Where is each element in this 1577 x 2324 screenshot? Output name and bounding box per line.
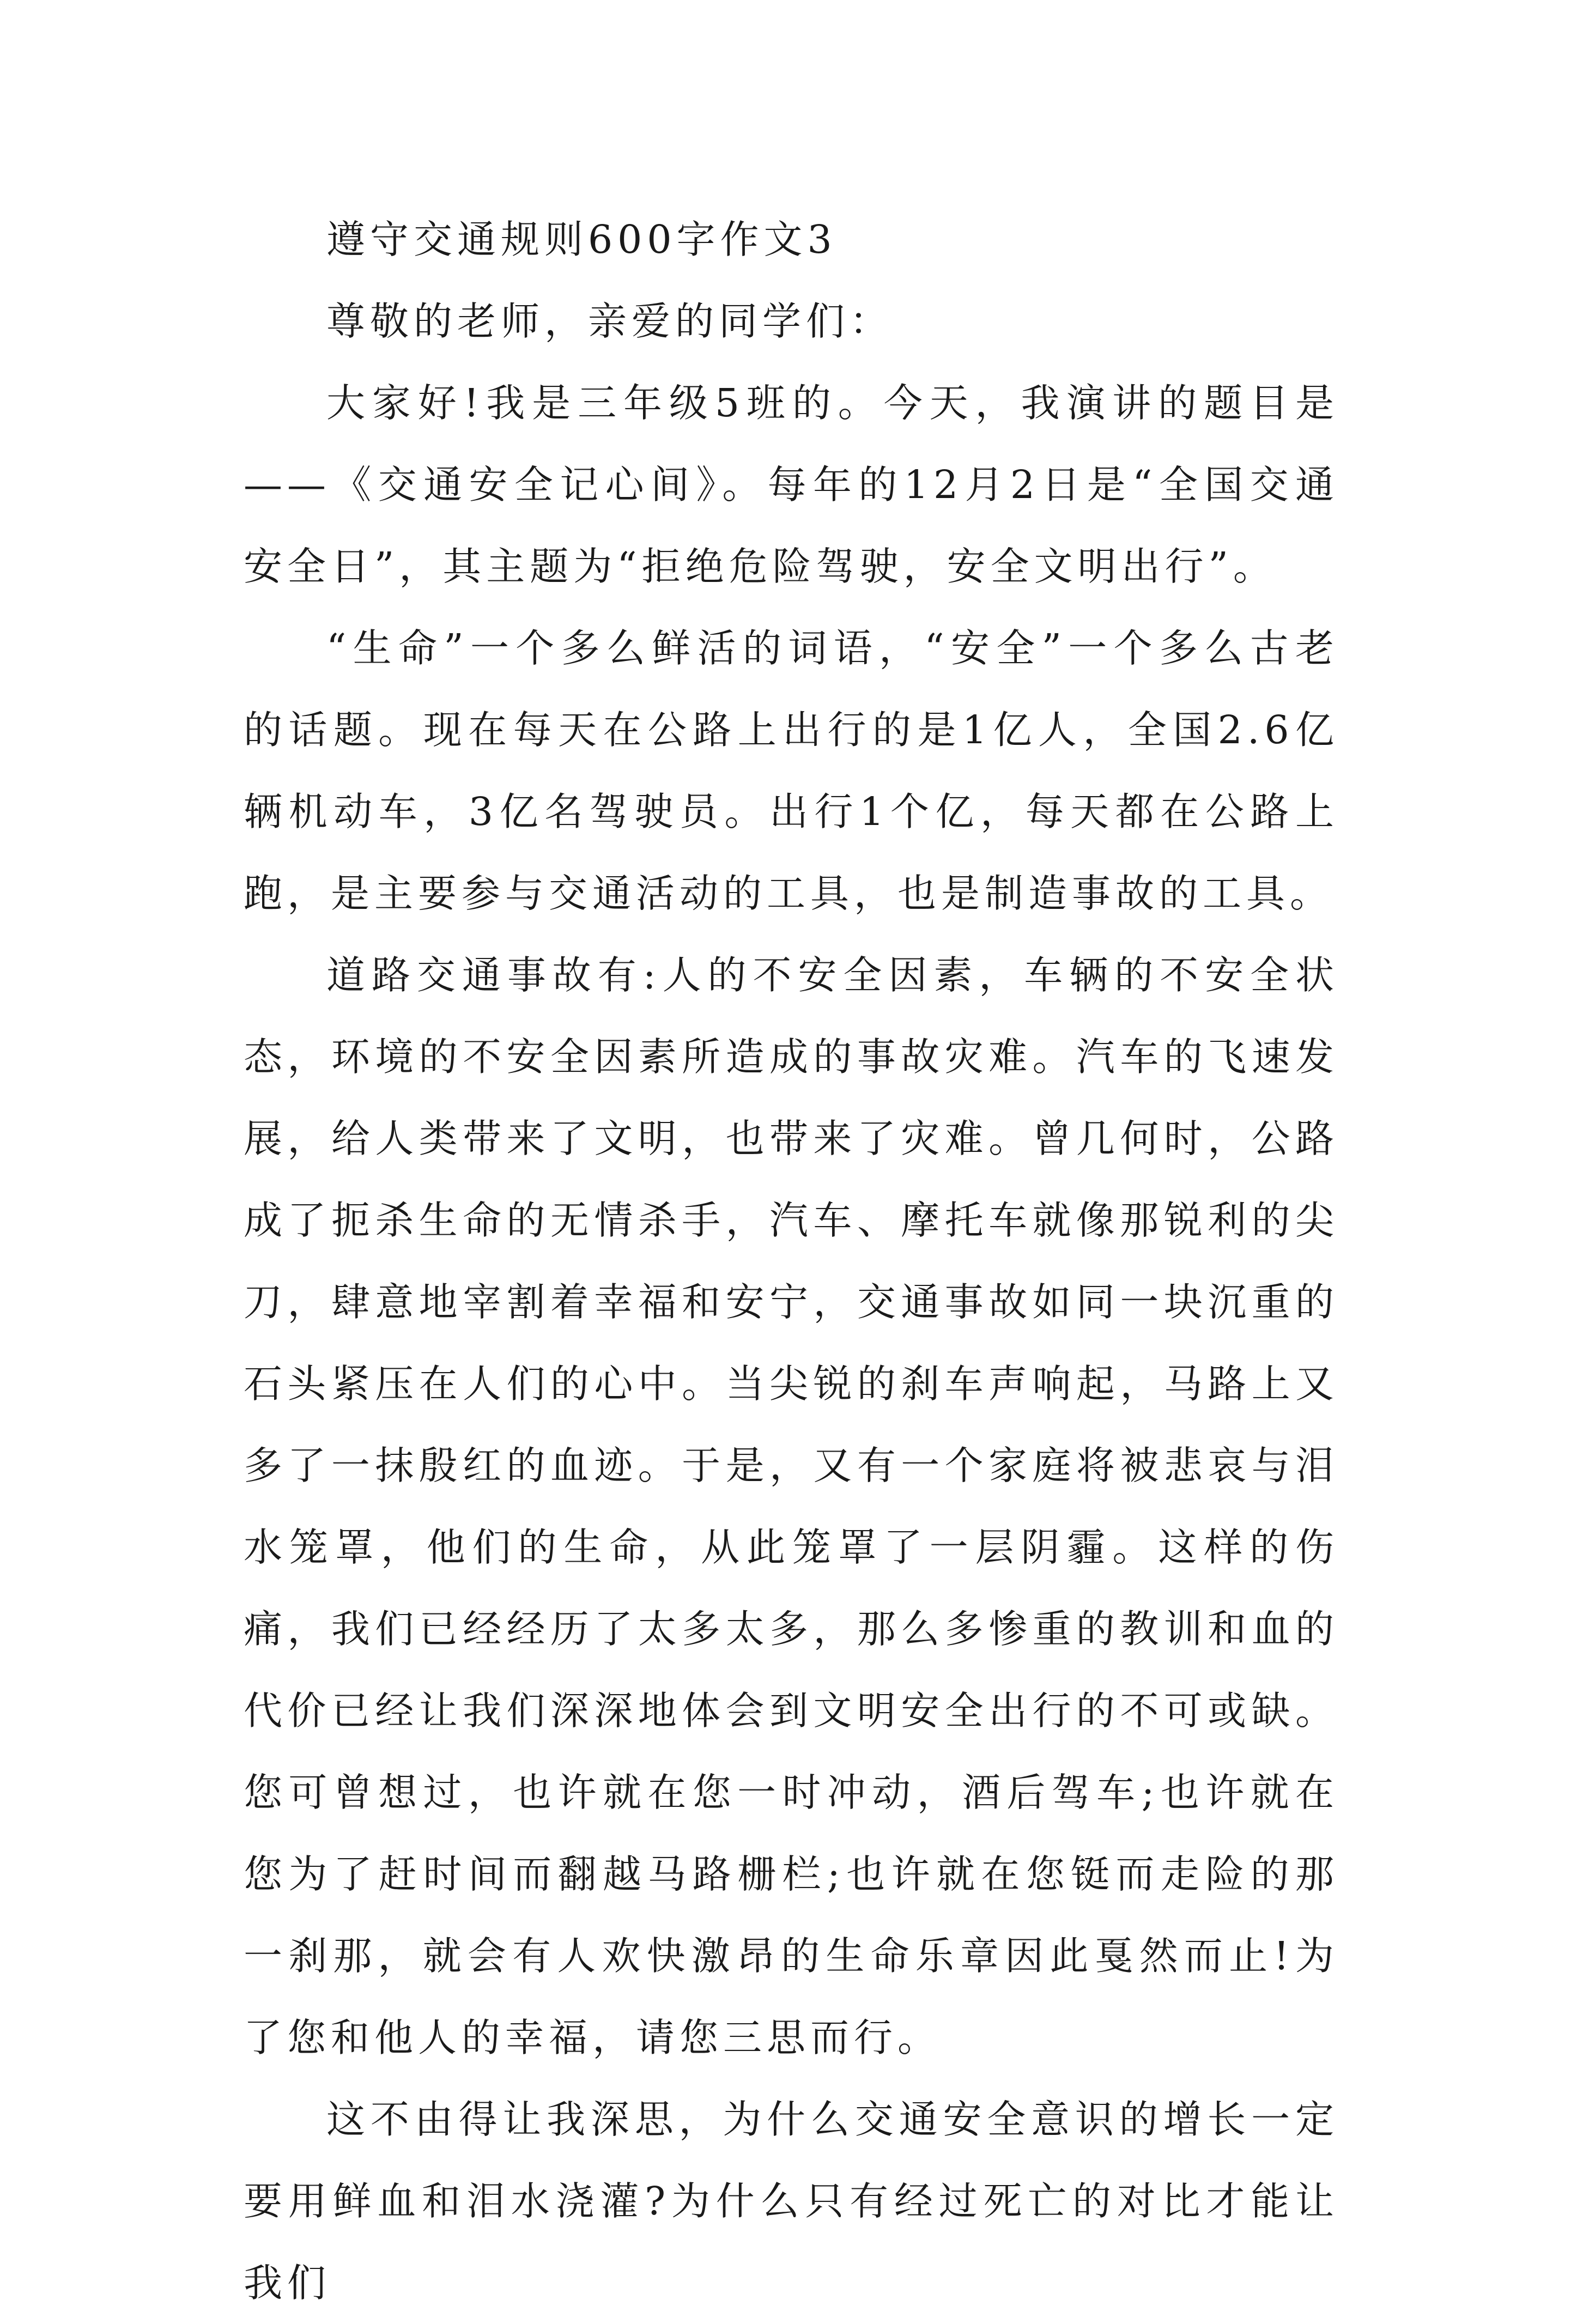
document-title: 遵守交通规则600字作文3	[326, 217, 837, 262]
paragraph-introduction: 大家好!我是三年级5班的。今天，我演讲的题目是——《交通安全记心间》。每年的12月2日是“全国交通安全日”，其主题为“拒绝危险驾驶，安全文明出行”。	[244, 380, 1339, 589]
paragraph-reflection: 这不由得让我深思，为什么交通安全意识的增长一定要用鲜血和泪水浇灌?为什么只有经过死亡的对比才能让我们	[244, 2097, 1339, 2305]
paragraph-traffic-accidents: 道路交通事故有:人的不安全因素，车辆的不安全状态，环境的不安全因素所造成的事故灾难。汽车的飞速发展，给人类带来了文明，也带来了灾难。曾几何时，公路成了扼杀生命的无情杀手，汽车、摩托车就像那锐利的尖刀，肆意地宰割着幸福和安宁，交通事故如同一块沉重的石头紧压在人们的心中。当尖锐的刹车声响起，马路上又多了一抹殷红的血迹。于是，又有一个家庭将被悲哀与泪水笼罩，他们的生命，从此笼罩了一层阴霾。这样的伤痛，我们已经经历了太多太多，那么多惨重的教训和血的代价已经让我们深深地体会到文明安全出行的不可或缺。您可曾想过，也许就在您一时冲动，酒后驾车;也许就在您为了赶时间而翻越马路栅栏;也许就在您铤而走险的那一刹那，就会有人欢快激昂的生命乐章因此戛然而止!为了您和他人的幸福，请您三思而行。	[244, 952, 1339, 2060]
paragraph-life-and-safety: “生命”一个多么鲜活的词语，“安全”一个多么古老的话题。现在每天在公路上出行的是1亿人，全国2.6亿辆机动车，3亿名驾驶员。出行1个亿，每天都在公路上跑，是主要参与交通活动的工具，也是制造事故的工具。	[244, 626, 1339, 916]
paragraph-greeting: 尊敬的老师，亲爱的同学们：	[326, 299, 894, 344]
document-body	[244, 199, 1339, 2324]
